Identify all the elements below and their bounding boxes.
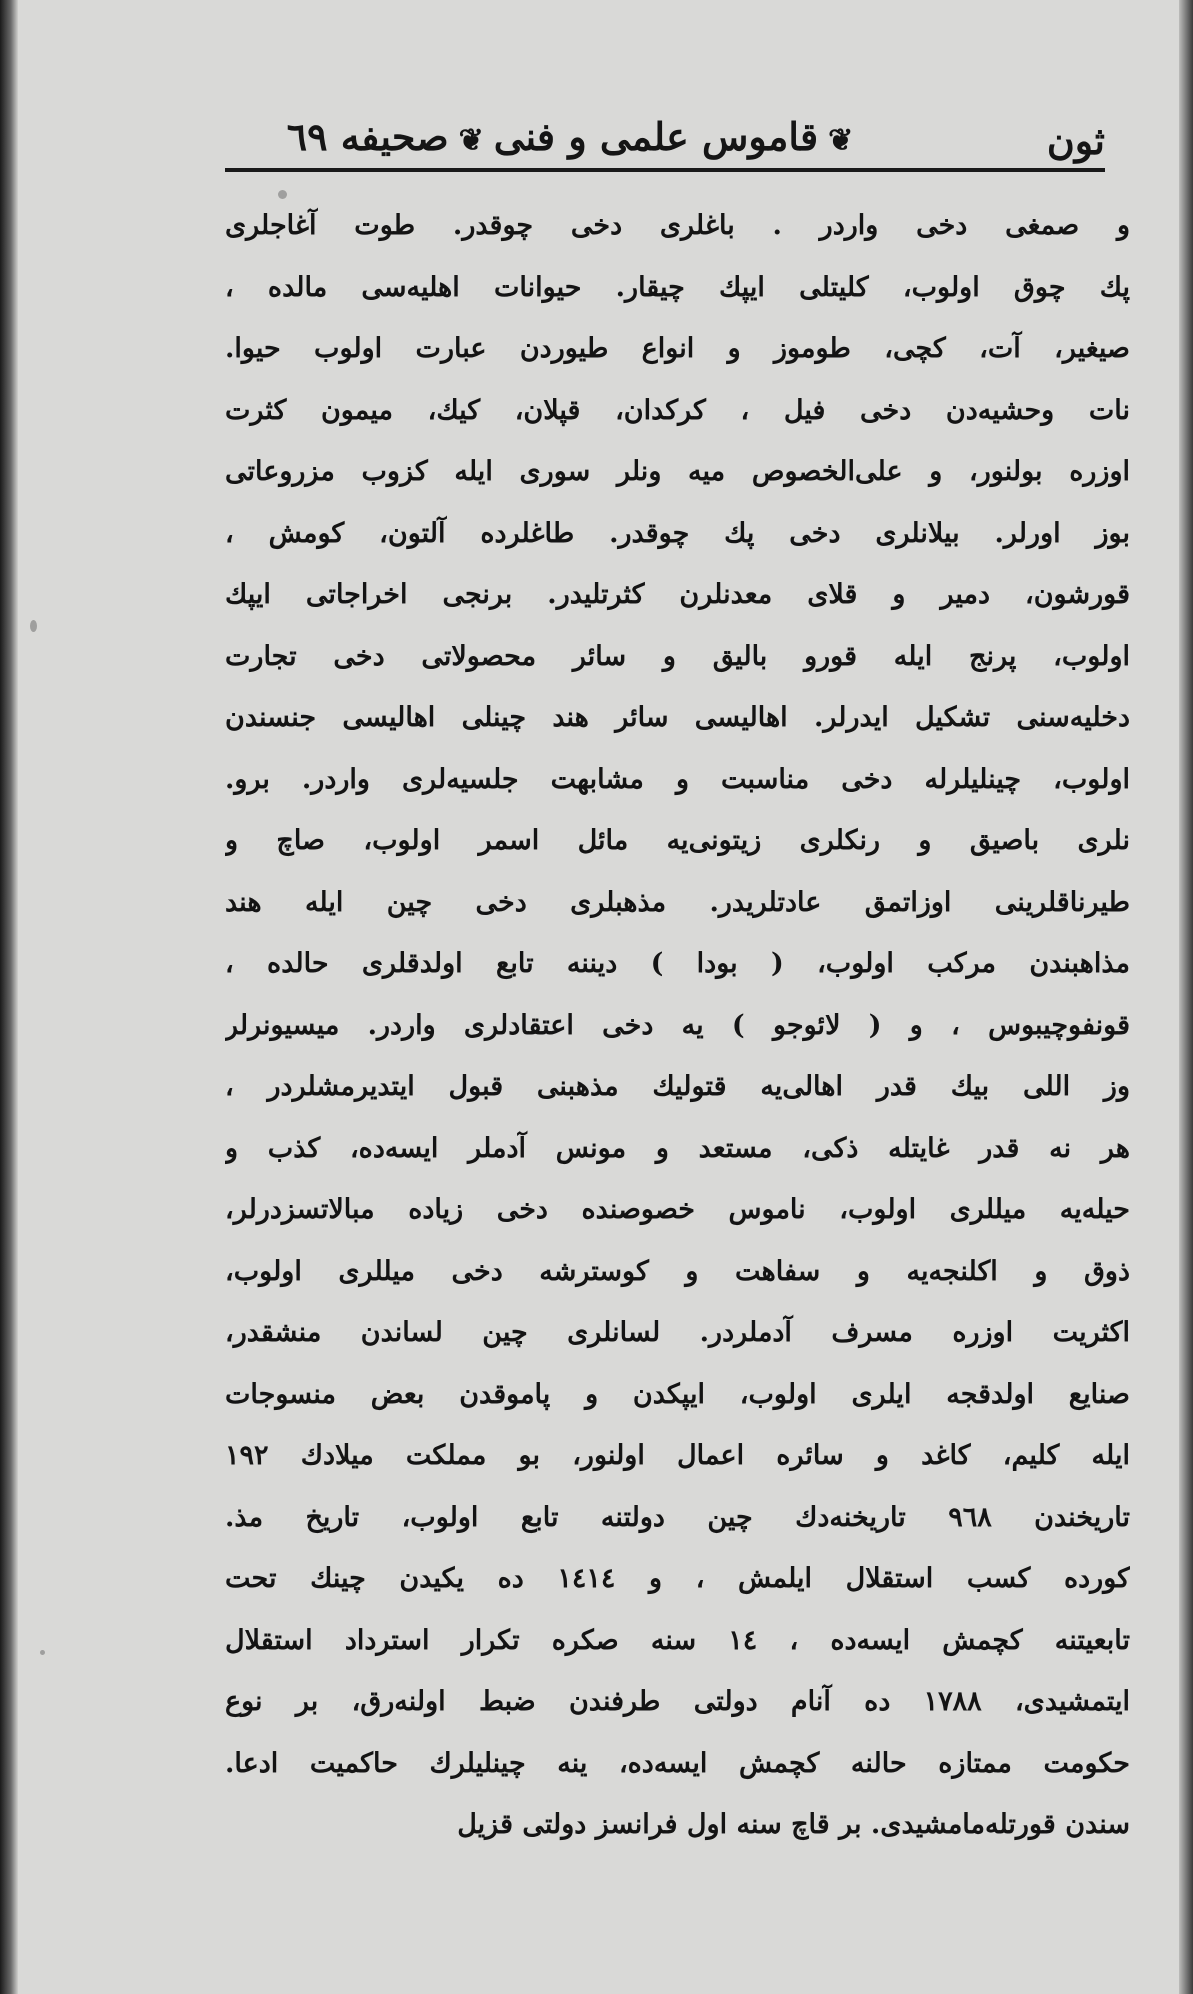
running-head: ثون [1046, 118, 1105, 163]
text-line: قونفوچیبوس ، و ( لائوجو ) یه دخی اعتقادلری واردر. میسیونرلر [225, 1009, 1130, 1041]
text-line: حکومت ممتازه حالنه کچمش ایسه‌ده، ینه چینلیلرك حاکمیت ادعا. [225, 1747, 1130, 1779]
ink-spot [30, 620, 37, 632]
header-rule [225, 168, 1105, 172]
text-line: نلری باصیق و رنکلری زیتونی‌یه مائل اسمر اولوب، صاچ و [225, 825, 1130, 856]
text-line: سندن قورتله‌مامشیدی. بر قاچ سنه اول فرانسز دولتی قزیل [457, 1809, 1130, 1840]
floral-ornament-icon: ❦ [458, 123, 484, 158]
text-line: وز اللی بیك قدر اهالی‌یه قتولیك مذهبنی قبول ایتدیرمشلردر ، [225, 1071, 1130, 1102]
text-line: اولوب، چینلیلرله دخی مناسبت و مشابهت جلسیه‌لری واردر. برو. [225, 763, 1130, 795]
text-line: مذاهبندن مرکب اولوب، ( بودا ) دیننه تابع اولدقلری حالده ، [225, 948, 1130, 979]
text-line: طیرناقلرینی اوزاتمق عادتلریدر. مذهبلری دخی چین ایله هند [225, 886, 1130, 918]
text-line: اوزره بولنور، و علی‌الخصوص میه‌ ونلر سوری ایله کزوب مزروعاتی [225, 456, 1130, 487]
journal-title: قاموس علمی و فنی [493, 114, 819, 159]
text-line: ایله کلیم، کاغد و سائره اعمال اولنور، بو مملکت میلادك ١٩٢ [225, 1440, 1130, 1471]
text-line: حیله‌یه میللری اولوب، ناموس خصوصنده دخی زیاده مبالاتسزدرلر، [225, 1194, 1130, 1225]
article-body [225, 195, 1130, 1856]
text-line: تابعیتنه کچمش ایسه‌ده ، ١٤ سنه صکره تکرار استرداد استقلال [225, 1624, 1130, 1656]
text-line: و صمغی دخی واردر . باغلری دخی چوقدر. طوت آغاجلری [225, 210, 1130, 241]
text-line: صنایع اولدقجه ایلری اولوب، ایپکدن و پاموقدن بعض منسوجات [225, 1378, 1130, 1410]
text-line: هر نه قدر غایتله ذکی، مستعد و مونس آدملر ایسه‌ده، کذب و [225, 1132, 1130, 1164]
text-line: ایتمشیدی، ١٧٨٨ ده آنام دولتی طرفندن ضبط اولنه‌رق، بر نوع [225, 1686, 1130, 1717]
page-label: صحیفه ٦٩ [286, 114, 449, 159]
text-line: اولوب، پرنج ایله قورو بالیق و سائر محصولاتی دخی تجارت [225, 640, 1130, 672]
text-line: صیغیر، آت، کچی، طوموز و انواع طیوردن عبارت اولوب حیوا. [225, 333, 1130, 364]
floral-ornament-icon: ❦ [828, 123, 854, 158]
text-line: ذوق و اکلنجه‌یه و سفاهت و کوسترشه دخی میللری اولوب، [225, 1255, 1130, 1287]
text-line: پك چوق اولوب، کلیتلی ایپك چیقار. حیوانات اهلیه‌سی مالده ، [225, 271, 1130, 303]
text-line: اکثریت اوزره مسرف آدملردر. لسانلری چین لساندن منشقدر، [225, 1317, 1130, 1348]
text-line: بوز اورلر. بیلانلری دخی پك چوقدر. طاغلرده آلتون، کومش ، [225, 517, 1130, 549]
text-line: قورشون، دمیر و قلای معدنلرن کثرتلیدر. برنجی اخراجاتی ایپك [225, 579, 1130, 610]
page-header [225, 110, 1105, 168]
text-line: تاریخندن ٩٦٨ تاریخنه‌دك چین دولتنه تابع اولوب، تاریخ مذ. [225, 1501, 1130, 1533]
text-line: نات وحشیه‌دن دخی فیل ، کرکدان، قپلان، کیك، میمون کثرت [225, 394, 1130, 426]
ink-spot [278, 190, 287, 199]
text-line: کورده کسب استقلال ایلمش ، و ١٤١٤ ده یکیدن چینك تحت [225, 1563, 1130, 1594]
journal-title-block [265, 114, 885, 159]
ink-spot [40, 1650, 45, 1655]
text-line: دخلیه‌سنی تشکیل ایدرلر. اهالیسی سائر هند چینلی اهالیسی جنسندن [225, 702, 1130, 733]
